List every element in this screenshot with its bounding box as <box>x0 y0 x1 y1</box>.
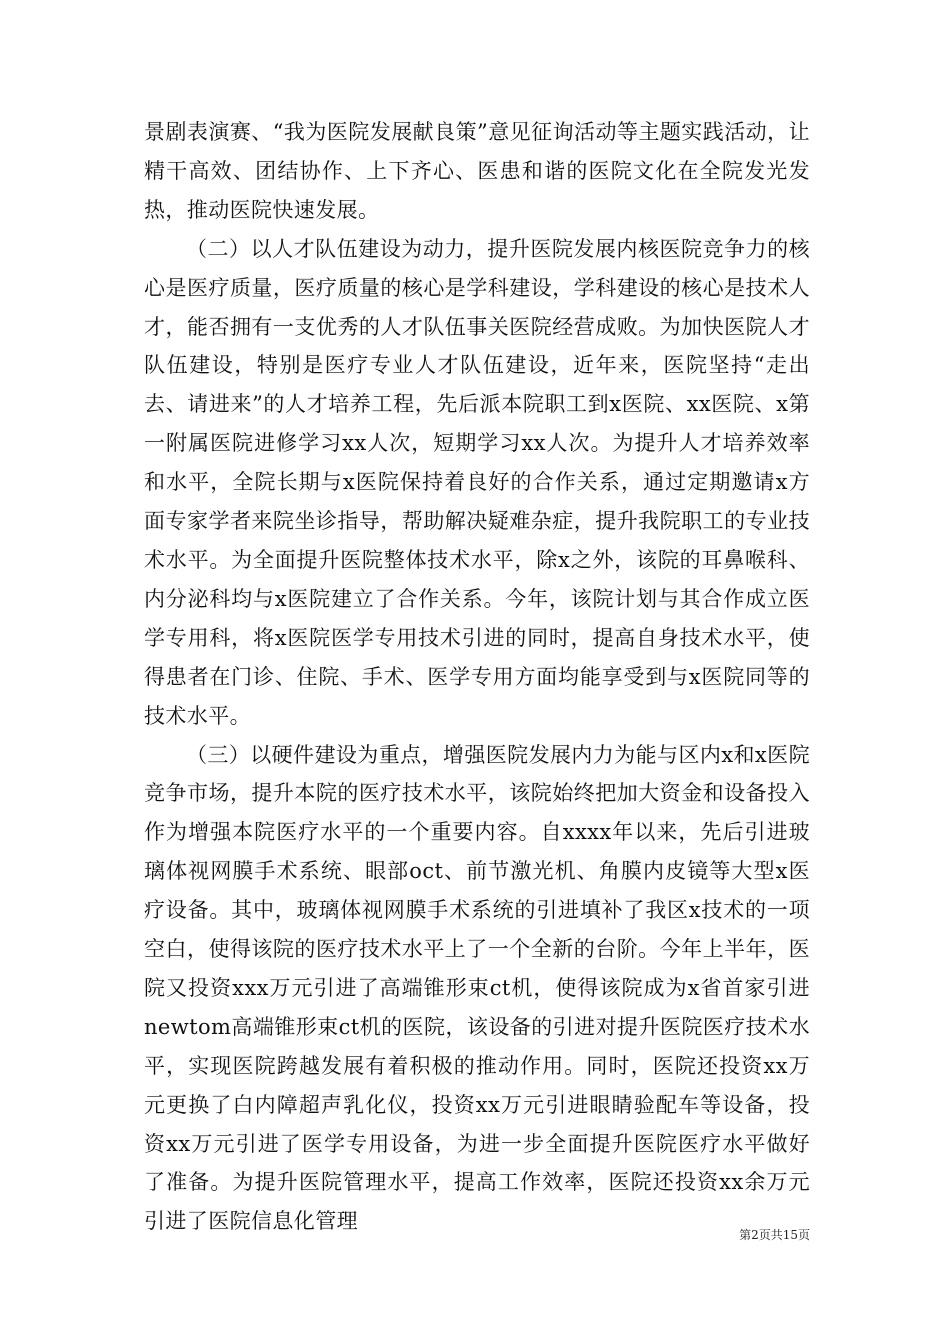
paragraph-hardware-building: （三）以硬件建设为重点，增强医院发展内力为能与区内x和x医院竞争市场，提升本院的医疗技术水平，该院始终把加大资金和设备投入作为增强本院医疗水平的一个重要内容。自xxxx年以来，先后引进玻璃体视网膜手术系统、眼部oct、前节激光机、角膜内皮镜等大型x医疗设备。其中，玻璃体视网膜手术系统的引进填补了我区x技术的一项空白，使得该院的医疗技术水平上了一个全新的台阶。今年上半年，医院又投资xxx万元引进了高端锥形束ct机，使得该院成为x省首家引进newtom高端锥形束ct机的医院，该设备的引进对提升医院医疗技术水平，实现医院跨越发展有着积极的推动作用。同时，医院还投资xx万元更换了白内障超声乳化仪，投资xx万元引进眼睛验配车等设备，投资xx万元引进了医学专用设备，为进一步全面提升医院医疗水平做好了准备。为提升医院管理水平，提高工作效率，医院还投资xx余万元引进了医院信息化管理 <box>144 742 810 1234</box>
paragraph-talent-building: （二）以人才队伍建设为动力，提升医院发展内核医院竞争力的核心是医疗质量，医疗质量的核心是学科建设，学科建设的核心是技术人才，能否拥有一支优秀的人才队伍事关医院经营成败。为加快医院人才队伍建设，特别是医疗专业人才队伍建设，近年来，医院坚持“走出去、请进来”的人才培养工程，先后派本院职工到x医院、xx医院、x第一附属医院进修学习xx人次，短期学习xx人次。为提升人才培养效率和水平，全院长期与x医院保持着良好的合作关系，通过定期邀请x方面专家学者来院坐诊指导，帮助解决疑难杂症，提升我院职工的专业技术水平。为全面提升医院整体技术水平，除x之外，该院的耳鼻喉科、内分泌科均与x医院建立了合作关系。今年，该院计划与其合作成立医学专用科，将x医院医学专用技术引进的同时，提高自身技术水平，使得患者在门诊、住院、手术、医学专用方面均能享受到与x医院同等的技术水平。 <box>144 236 810 728</box>
document-body <box>144 113 810 1241</box>
page-number-footer: 第2页共15页 <box>739 1228 810 1242</box>
paragraph-continued: 景剧表演赛、“我为医院发展献良策”意见征询活动等主题实践活动，让精干高效、团结协作、上下齐心、医患和谐的医院文化在全院发光发热，推动医院快速发展。 <box>144 120 810 222</box>
